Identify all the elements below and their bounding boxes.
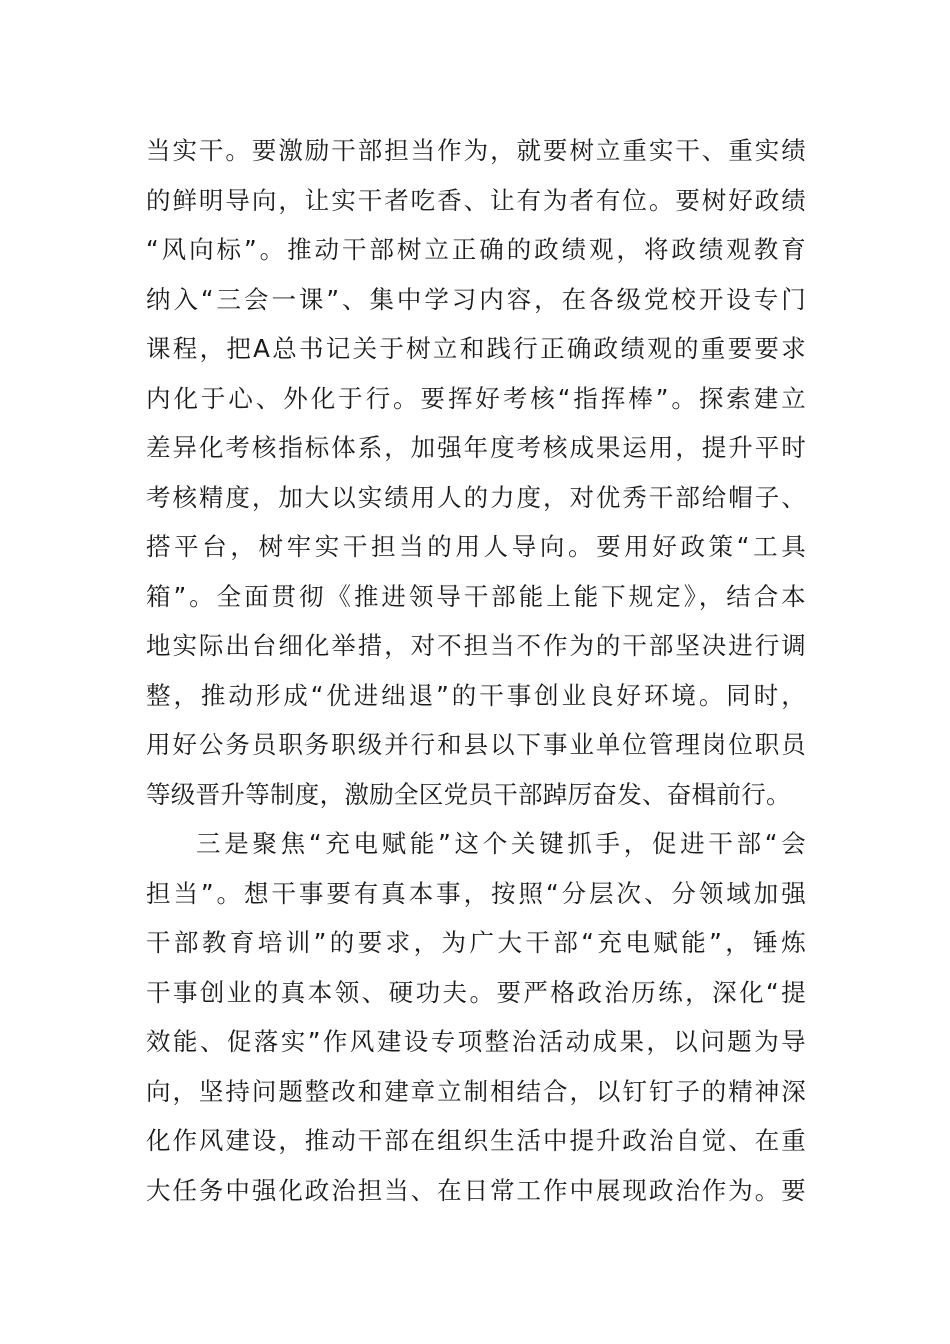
- text-line: 箱”。全面贯彻《推进领导干部能上能下规定》，结合本: [146, 581, 806, 611]
- text-line: 干事创业的真本领、硬功夫。要严格政治历练，深化“提: [146, 977, 806, 1007]
- text-line: 向，坚持问题整改和建章立制相结合，以钉钉子的精神深: [146, 1076, 806, 1106]
- text-line: 用好公务员职务职级并行和县以下事业单位管理岗位职员: [146, 730, 806, 759]
- body-text: [146, 126, 806, 1215]
- paragraph-end-line: 等级晋升等制度，激励全区党员干部踔厉奋发、奋楫前行。: [146, 779, 791, 809]
- text-line: 搭平台，树牢实干担当的用人导向。要用好政策“工具: [146, 532, 806, 561]
- text-line: “风向标”。推动干部树立正确的政绩观，将政绩观教育: [146, 235, 806, 264]
- text-line: 差异化考核指标体系，加强年度考核成果运用，提升平时: [146, 433, 806, 462]
- text-line: 效能、促落实”作风建设专项整治活动成果，以问题为导: [146, 1027, 806, 1056]
- text-line: 地实际出台细化举措，对不担当不作为的干部坚决进行调: [146, 631, 806, 660]
- text-line: 当实干。要激励干部担当作为，就要树立重实干、重实绩: [146, 136, 806, 165]
- text-line: 的鲜明导向，让实干者吃香、让有为者有位。要树好政绩: [146, 185, 806, 215]
- text-line: 干部教育培训”的要求，为广大干部“充电赋能”，锤炼: [146, 928, 806, 957]
- text-line: 化作风建设，推动干部在组织生活中提升政治自觉、在重: [146, 1126, 806, 1155]
- text-line: 内化于心、外化于行。要挥好考核“指挥棒”。探索建立: [146, 383, 806, 413]
- text-line: 课程，把A总书记关于树立和践行正确政绩观的重要要求: [146, 334, 806, 363]
- text-line: 整，推动形成“优进绌退”的干事创业良好环境。同时，: [146, 680, 806, 710]
- paragraph-start-line: 三是聚焦“充电赋能”这个关键抓手，促进干部“会: [196, 829, 806, 858]
- text-line: 考核精度，加大以实绩用人的力度，对优秀干部给帽子、: [146, 482, 806, 512]
- text-line: 大任务中强化政治担当、在日常工作中展现政治作为。要: [146, 1175, 806, 1205]
- text-line: 纳入“三会一课”、集中学习内容，在各级党校开设专门: [146, 284, 806, 314]
- text-line: 担当”。想干事要有真本事，按照“分层次、分领域加强: [146, 878, 806, 908]
